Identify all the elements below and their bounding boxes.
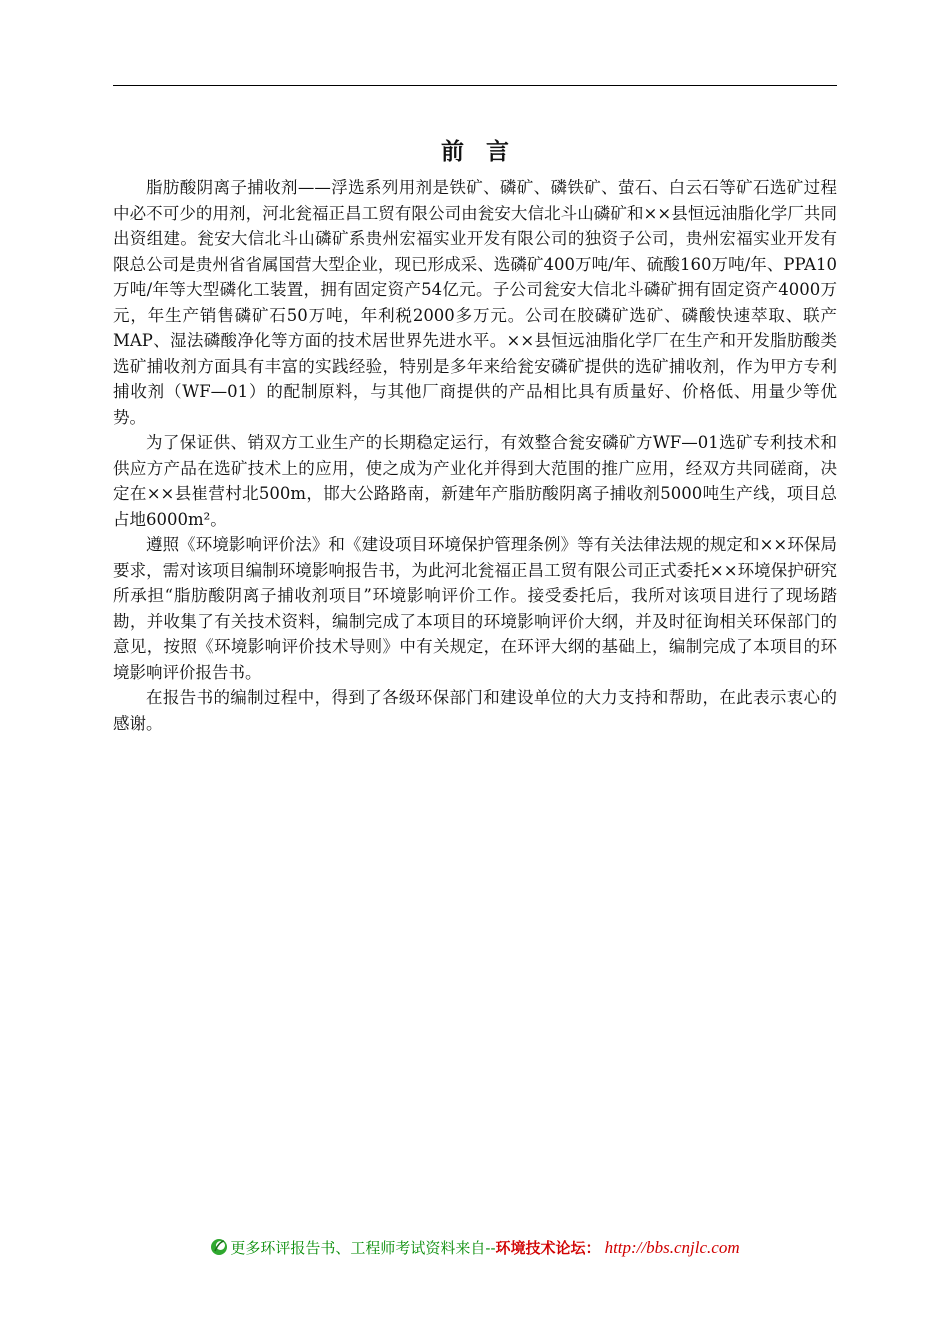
forum-label: 环境技术论坛： [495,1239,601,1257]
page-title: 前言 [441,139,531,165]
paragraph-3: 遵照《环境影响评价法》和《建设项目环境保护管理条例》等有关法律法规的规定和××环保局要求，需对该项目编制环境影响报告书，为此河北瓮福正昌工贸有限公司正式委托××环境保护研究所承担“脂肪酸阴离子捕收剂项目”环境影响评价工作。接受委托后，我所对该项目进行了现场踏勘，并收集了有关技术资料，编制完成了本项目的环境影响评价大纲，并及时征询相关环保部门的意见，按照《环境影响评价技术导则》中有关规定，在环评大纲的基础上，编制完成了本项目的环境影响评价报告书。 [113,535,837,682]
forum-link[interactable]: http://bbs.cnjlc.com [604,1238,740,1257]
paragraph-4: 在报告书的编制过程中，得到了各级环保部门和建设单位的大力支持和帮助，在此表示衷心的感谢。 [113,688,837,733]
forum-logo-icon [210,1238,228,1256]
preface-body [113,175,837,736]
paragraph-1: 脂肪酸阴离子捕收剂——浮选系列用剂是铁矿、磷矿、磷铁矿、萤石、白云石等矿石选矿过程中必不可少的用剂，河北瓮福正昌工贸有限公司由瓮安大信北斗山磷矿和××县恒远油脂化学厂共同出资组建。瓮安大信北斗山磷矿系贵州宏福实业开发有限公司的独资子公司，贵州宏福实业开发有限总公司是贵州省省属国营大型企业，现已形成采、选磷矿400万吨/年、硫酸160万吨/年、PPA10万吨/年等大型磷化工装置，拥有固定资产54亿元。子公司瓮安大信北斗磷矿拥有固定资产4000万元，年生产销售磷矿石50万吨，年利税2000多万元。公司在胶磷矿选矿、磷酸快速萃取、联产MAP、湿法磷酸净化等方面的技术居世界先进水平。××县恒远油脂化学厂在生产和开发脂肪酸类选矿捕收剂方面具有丰富的实践经验，特别是多年来给瓮安磷矿提供的选矿捕收剂，作为甲方专利捕收剂（WF—01）的配制原料，与其他厂商提供的产品相比具有质量好、价格低、用量少等优势。 [113,178,837,427]
paragraph-2: 为了保证供、销双方工业生产的长期稳定运行，有效整合瓮安磷矿方WF—01选矿专利技术和供应方产品在选矿技术上的应用，使之成为产业化并得到大范围的推广应用，经双方共同磋商，决定在××县崔营村北500m，邯大公路路南，新建年产脂肪酸阴离子捕收剂5000吨生产线，项目总占地6000m²。 [113,433,837,529]
footer-prefix-text: 更多环评报告书、工程师考试资料来自-- [230,1239,496,1257]
footer-banner [0,1236,950,1260]
header-rule [113,85,837,86]
